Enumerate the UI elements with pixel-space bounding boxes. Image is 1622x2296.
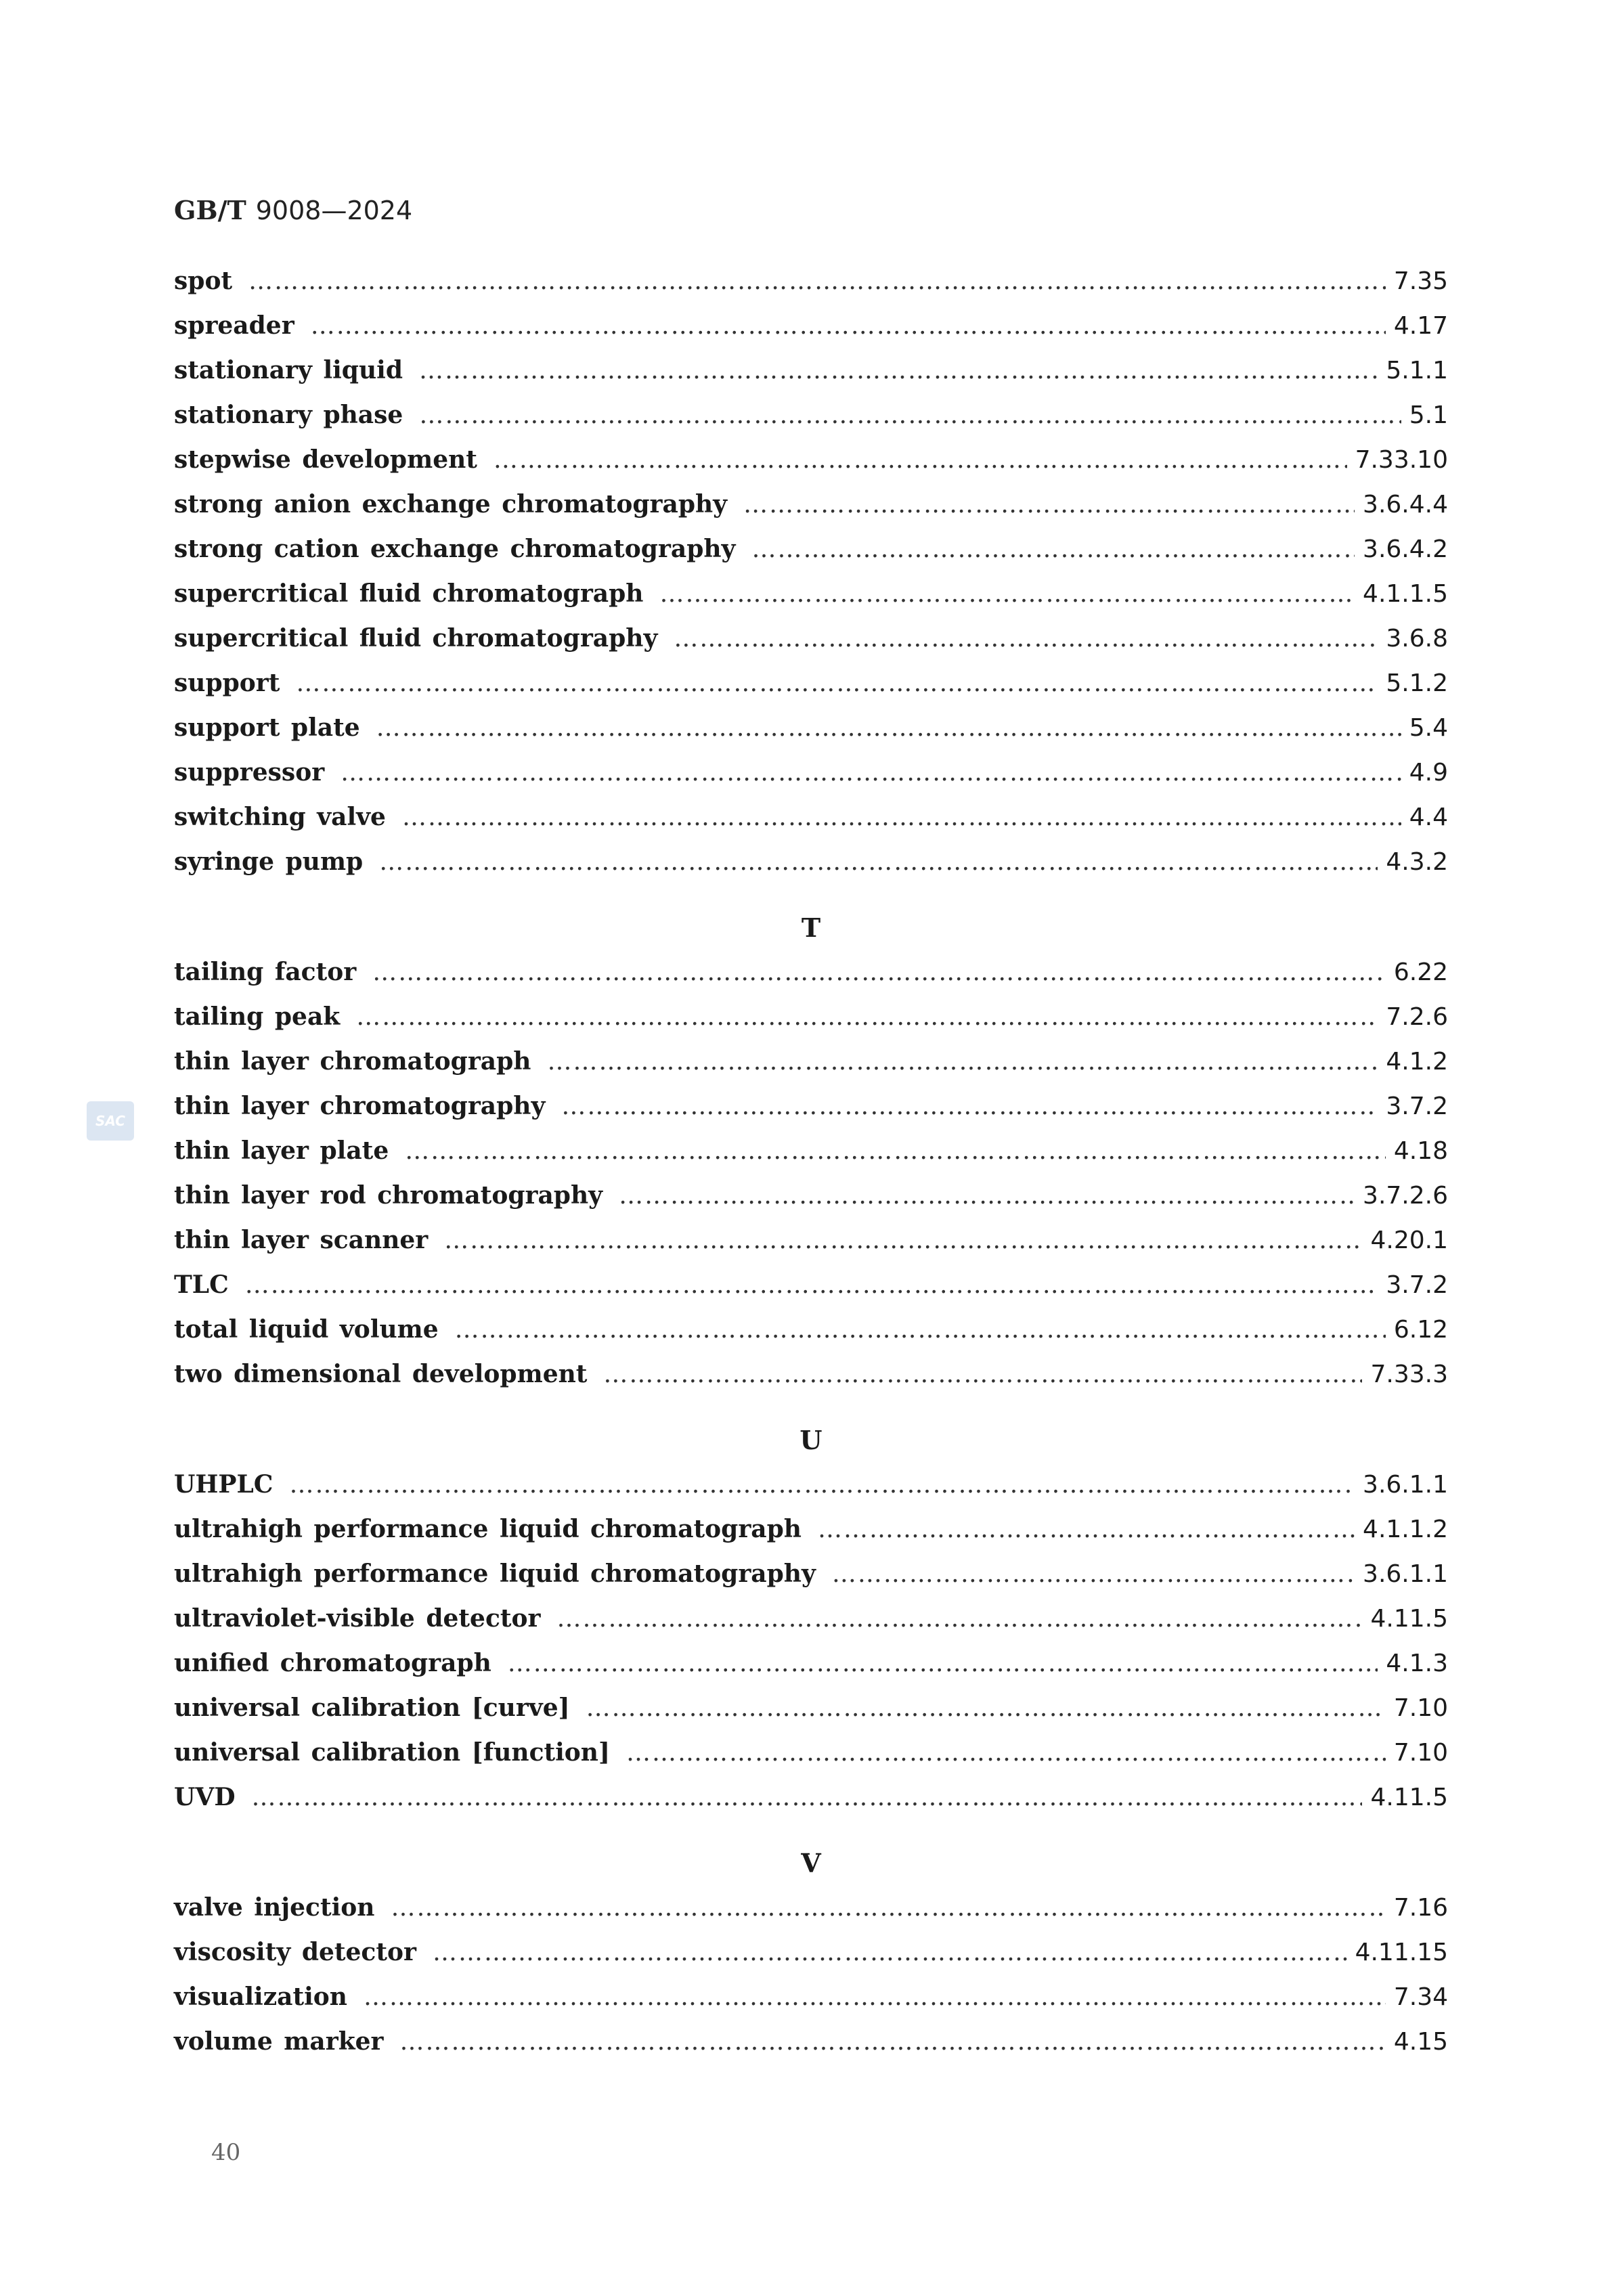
index-term: stationary liquid [174, 356, 403, 384]
section-letter-t: T [801, 912, 821, 943]
index-entry [174, 1226, 1448, 1271]
index-reference: 4.1.1.5 [1363, 580, 1448, 608]
index-reference: 7.10 [1393, 1694, 1448, 1722]
dot-leader [547, 1048, 1378, 1076]
index-term: thin layer chromatography [174, 1092, 546, 1120]
index-reference: 4.1.2 [1386, 1048, 1448, 1076]
dot-leader [603, 1361, 1362, 1388]
dot-leader [494, 446, 1347, 474]
index-reference: 4.15 [1393, 2028, 1448, 2056]
index-entry [174, 1649, 1448, 1694]
index-reference: 4.1.1.2 [1363, 1516, 1448, 1543]
index-entry [174, 1983, 1448, 2027]
index-entry [174, 535, 1448, 579]
index-entry [174, 401, 1448, 445]
index-term: tailing factor [174, 958, 357, 986]
index-term: supercritical fluid chromatography [174, 624, 658, 653]
index-entry [174, 713, 1448, 758]
index-term: thin layer plate [174, 1136, 389, 1165]
index-term: spot [174, 267, 233, 295]
index-term: universal calibration [function] [174, 1738, 611, 1767]
dot-leader [818, 1516, 1355, 1543]
index-entry [174, 2027, 1448, 2072]
dot-leader [248, 267, 1386, 295]
dot-leader [376, 714, 1401, 742]
standard-number: 9008—2024 [255, 196, 413, 225]
index-entry [174, 445, 1448, 490]
index-term: ultrahigh performance liquid chromatograph [174, 1515, 802, 1543]
index-term: viscosity detector [174, 1938, 416, 1966]
index-term: spreader [174, 311, 294, 340]
dot-leader [364, 1983, 1386, 2011]
index-reference: 6.12 [1393, 1316, 1448, 1344]
index-entry [174, 1181, 1448, 1226]
index-entry [174, 1047, 1448, 1092]
index-reference: 4.1.3 [1386, 1650, 1448, 1677]
index-term: valve injection [174, 1893, 375, 1922]
dot-leader [433, 1939, 1347, 1966]
index-entry [174, 1271, 1448, 1315]
index-entry [174, 847, 1448, 892]
index-term: UVD [174, 1783, 236, 1811]
dot-leader [619, 1182, 1355, 1210]
section-letter-v: V [801, 1848, 821, 1878]
index-reference: 7.2.6 [1386, 1003, 1448, 1031]
index-reference: 4.11.15 [1355, 1939, 1448, 1966]
page-number: 40 [211, 2139, 241, 2166]
index-entry [174, 1694, 1448, 1738]
index-term: strong anion exchange chromatography [174, 490, 728, 518]
sac-watermark-logo: SAC [87, 1101, 134, 1141]
index-reference: 7.34 [1393, 1983, 1448, 2011]
dot-leader [508, 1650, 1378, 1677]
dot-leader [311, 312, 1386, 340]
index-term: TLC [174, 1271, 229, 1299]
index-entry [174, 624, 1448, 669]
index-reference: 4.4 [1409, 803, 1448, 831]
index-reference: 5.4 [1409, 714, 1448, 742]
index-reference: 3.6.1.1 [1363, 1560, 1448, 1588]
dot-leader [674, 625, 1378, 653]
dot-leader [419, 357, 1378, 384]
index-reference: 7.35 [1393, 267, 1448, 295]
index-term: thin layer rod chromatography [174, 1181, 603, 1210]
index-reference: 7.10 [1393, 1739, 1448, 1767]
index-term: ultraviolet-visible detector [174, 1604, 541, 1633]
index-entry [174, 1136, 1448, 1181]
index-entry [174, 1938, 1448, 1983]
index-entry [174, 579, 1448, 624]
dot-leader [444, 1227, 1362, 1254]
dot-leader [561, 1092, 1378, 1120]
index-term: support plate [174, 713, 360, 742]
index-term: stationary phase [174, 401, 403, 429]
index-term: unified chromatograph [174, 1649, 491, 1677]
index-term: universal calibration [curve] [174, 1694, 570, 1722]
index-term: thin layer chromatograph [174, 1047, 531, 1076]
index-reference: 5.1.1 [1386, 357, 1448, 384]
index-entry [174, 758, 1448, 803]
dot-leader [296, 669, 1378, 697]
index-entry [174, 1315, 1448, 1360]
index-term: strong cation exchange chromatography [174, 535, 736, 563]
section-letter-u: U [799, 1425, 823, 1455]
index-reference: 4.18 [1393, 1137, 1448, 1165]
dot-leader [557, 1605, 1363, 1633]
index-reference: 3.7.2.6 [1363, 1182, 1448, 1210]
index-reference: 4.20.1 [1370, 1227, 1448, 1254]
index-term: ultrahigh performance liquid chromatography [174, 1560, 816, 1588]
index-entry [174, 356, 1448, 401]
index-reference: 3.6.1.1 [1363, 1471, 1448, 1499]
index-reference: 7.33.10 [1355, 446, 1448, 474]
dot-leader [356, 1003, 1378, 1031]
index-term: stepwise development [174, 445, 477, 474]
index-reference: 3.7.2 [1386, 1271, 1448, 1299]
index-term: two dimensional development [174, 1360, 588, 1388]
dot-leader [419, 401, 1401, 429]
dot-leader [659, 580, 1355, 608]
index-reference: 7.16 [1393, 1894, 1448, 1922]
standard-prefix: GB/T [174, 195, 246, 225]
index-entry [174, 803, 1448, 847]
index-reference: 3.6.4.4 [1363, 491, 1448, 518]
index-reference: 4.9 [1409, 759, 1448, 787]
index-entry [174, 1470, 1448, 1515]
index-entry [174, 1783, 1448, 1828]
index-term: switching valve [174, 803, 386, 831]
dot-leader [586, 1694, 1386, 1722]
index-entry [174, 1092, 1448, 1136]
dot-leader [402, 803, 1401, 831]
index-entry [174, 1002, 1448, 1047]
dot-leader [341, 759, 1401, 787]
index-term: volume marker [174, 2027, 384, 2056]
index-reference: 5.1.2 [1386, 669, 1448, 697]
index-reference: 3.6.4.2 [1363, 535, 1448, 563]
dot-leader [289, 1471, 1355, 1499]
dot-leader [372, 958, 1386, 986]
index-entry [174, 1604, 1448, 1649]
dot-leader [245, 1271, 1378, 1299]
dot-leader [743, 491, 1355, 518]
index-reference: 3.7.2 [1386, 1092, 1448, 1120]
index-reference: 4.11.5 [1370, 1605, 1448, 1633]
index-entry [174, 490, 1448, 535]
dot-leader [400, 2028, 1386, 2056]
index-entry [174, 1560, 1448, 1604]
index-reference: 4.3.2 [1386, 848, 1448, 876]
index-term: syringe pump [174, 847, 364, 876]
index-entry [174, 1515, 1448, 1560]
index-term: tailing peak [174, 1002, 341, 1031]
index-term: support [174, 669, 280, 697]
index-entry [174, 1360, 1448, 1405]
index-term: UHPLC [174, 1470, 273, 1499]
index-entry [174, 1738, 1448, 1783]
dot-leader [405, 1137, 1386, 1165]
dot-leader [455, 1316, 1386, 1344]
index-entry [174, 958, 1448, 1002]
dot-leader [832, 1560, 1355, 1588]
dot-leader [391, 1894, 1385, 1922]
index-entry [174, 1893, 1448, 1938]
index-term: total liquid volume [174, 1315, 439, 1344]
dot-leader [379, 848, 1378, 876]
dot-leader [626, 1739, 1386, 1767]
index-term: suppressor [174, 758, 325, 787]
index-reference: 6.22 [1393, 958, 1448, 986]
index-entry [174, 669, 1448, 713]
index-reference: 4.11.5 [1370, 1784, 1448, 1811]
index-term: visualization [174, 1983, 347, 2011]
index-reference: 3.6.8 [1386, 625, 1448, 653]
dot-leader [751, 535, 1355, 563]
index-list [174, 267, 1448, 2072]
index-term: supercritical fluid chromatograph [174, 579, 644, 608]
index-reference: 7.33.3 [1370, 1361, 1448, 1388]
index-reference: 5.1 [1409, 401, 1448, 429]
document-header [174, 195, 412, 226]
index-entry [174, 267, 1448, 311]
index-entry [174, 311, 1448, 356]
dot-leader [252, 1784, 1363, 1811]
index-reference: 4.17 [1393, 312, 1448, 340]
index-term: thin layer scanner [174, 1226, 429, 1254]
